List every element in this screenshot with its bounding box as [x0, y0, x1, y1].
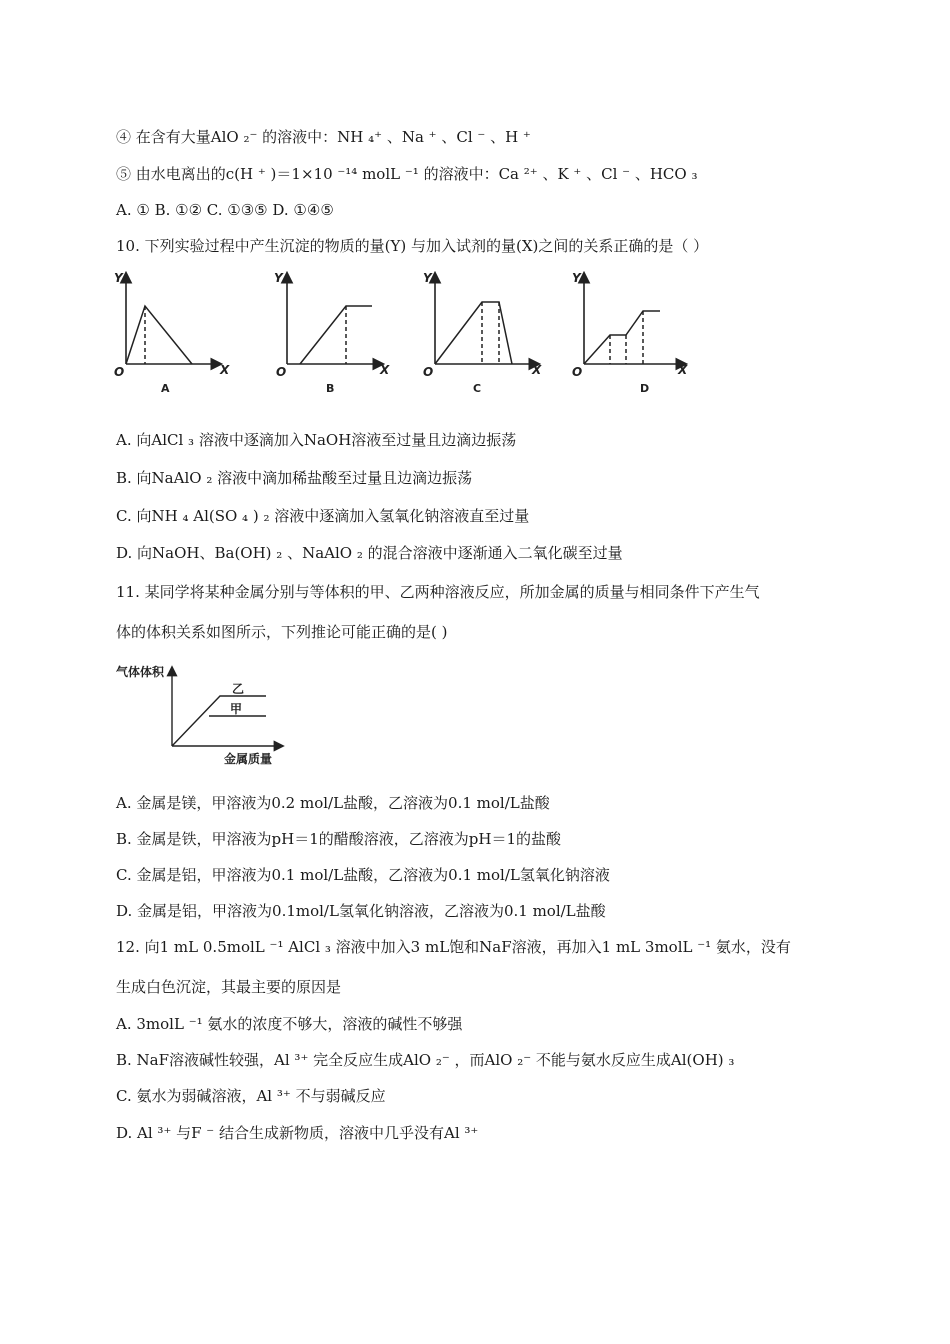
graph-c-y-label: Y — [423, 271, 432, 285]
q12-option-d: D. Al ³⁺ 与F ⁻ 结合生成新物质，溶液中几乎没有Al ³⁺ — [116, 1124, 479, 1142]
graph-a-x-label: X — [220, 363, 230, 377]
q11-x-label: 金属质量 — [224, 752, 273, 766]
q11-option-a: A. 金属是镁，甲溶液为0.2 mol/L盐酸，乙溶液为0.1 mol/L盐酸 — [116, 794, 550, 812]
graph-d — [572, 271, 688, 395]
graph-b-caption: B — [326, 382, 335, 395]
graph-a — [114, 271, 230, 395]
graph-c-x-label: X — [532, 363, 542, 377]
graph-b — [274, 271, 390, 395]
question-11-line2: 体的体积关系如图所示，下列推论可能正确的是( ) — [116, 623, 448, 641]
graph-d-x-label: X — [678, 363, 688, 377]
graph-a-caption: A — [161, 382, 170, 395]
q11-option-b: B. 金属是铁，甲溶液为pH＝1的醋酸溶液，乙溶液为pH＝1的盐酸 — [116, 830, 562, 848]
statement-5: ⑤ 由水电离出的c(H ⁺ )＝1×10 ⁻¹⁴ molL ⁻¹ 的溶液中：Ca ²⁺ 、K ⁺ 、Cl ⁻ 、HCO ₃ — [116, 165, 698, 183]
q9-options: A. ① B. ①② C. ①③⑤ D. ①④⑤ — [116, 201, 334, 219]
question-12-line2: 生成白色沉淀，其最主要的原因是 — [116, 978, 342, 996]
graph-d-y-label: Y — [572, 271, 581, 285]
q12-option-b: B. NaF溶液碱性较强，Al ³⁺ 完全反应生成AlO ₂⁻ ，而AlO ₂⁻ 不能与氨水反应生成Al(OH) ₃ — [116, 1051, 735, 1069]
question-10: 10. 下列实验过程中产生沉淀的物质的量(Y) 与加入试剂的量(X)之间的关系正确的是（ ） — [116, 237, 709, 255]
graph-d-origin: O — [572, 365, 583, 379]
statement-4: ④ 在含有大量AlO ₂⁻ 的溶液中：NH ₄⁺ 、Na ⁺ 、Cl ⁻ 、H ⁺ — [116, 128, 531, 146]
q10-option-d: D. 向NaOH、Ba(OH) ₂ 、NaAlO ₂ 的混合溶液中逐渐通入二氧化碳至过量 — [116, 544, 623, 562]
question-11-line1: 11. 某同学将某种金属分别与等体积的甲、乙两种溶液反应，所加金属的质量与相同条件下产生气 — [116, 583, 760, 601]
q10-graphs — [110, 262, 710, 397]
q11-curve-jia: 甲 — [230, 702, 243, 716]
graph-d-caption: D — [640, 382, 650, 395]
q11-curve-yi: 乙 — [232, 682, 245, 696]
graph-c-origin: O — [423, 365, 434, 379]
graph-b-y-label: Y — [274, 271, 283, 285]
graph-a-y-label: Y — [114, 271, 123, 285]
graph-c — [423, 271, 542, 395]
q11-graph — [114, 656, 294, 768]
graph-b-x-label: X — [380, 363, 390, 377]
graph-b-origin: O — [276, 365, 287, 379]
q10-option-b: B. 向NaAlO ₂ 溶液中滴加稀盐酸至过量且边滴边振荡 — [116, 469, 473, 487]
graph-c-caption: C — [473, 382, 482, 395]
q11-option-d: D. 金属是铝，甲溶液为0.1mol/L氢氧化钠溶液，乙溶液为0.1 mol/L盐酸 — [116, 902, 606, 920]
q12-option-a: A. 3molL ⁻¹ 氨水的浓度不够大，溶液的碱性不够强 — [116, 1015, 463, 1033]
question-12-line1: 12. 向1 mL 0.5molL ⁻¹ AlCl ₃ 溶液中加入3 mL饱和NaF溶液，再加入1 mL 3molL ⁻¹ 氨水，没有 — [116, 938, 791, 956]
q11-y-label: 气体体积 — [116, 665, 165, 679]
q10-option-a: A. 向AlCl ₃ 溶液中逐滴加入NaOH溶液至过量且边滴边振荡 — [116, 431, 517, 449]
q12-option-c: C. 氨水为弱碱溶液，Al ³⁺ 不与弱碱反应 — [116, 1087, 386, 1105]
graph-a-origin: O — [114, 365, 125, 379]
q11-option-c: C. 金属是铝，甲溶液为0.1 mol/L盐酸，乙溶液为0.1 mol/L氢氧化钠溶液 — [116, 866, 610, 884]
q10-option-c: C. 向NH ₄ Al(SO ₄ ) ₂ 溶液中逐滴加入氢氧化钠溶液直至过量 — [116, 507, 530, 525]
